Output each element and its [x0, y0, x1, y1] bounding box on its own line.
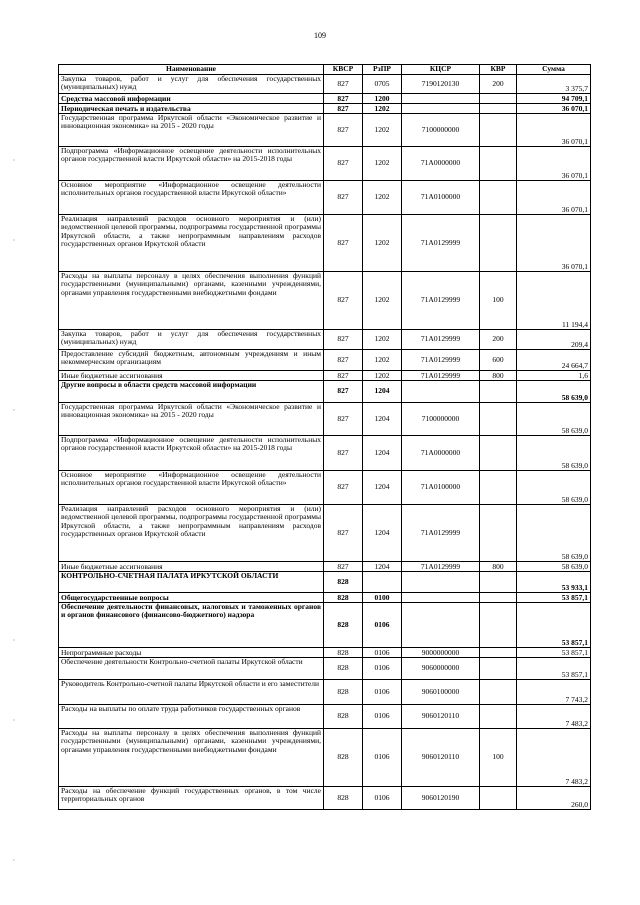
cell-sum: 53 857,1: [517, 603, 591, 648]
cell-name: Иные бюджетные ассигнования: [59, 371, 324, 381]
cell-sum: 58 639,0: [517, 436, 591, 471]
cell-sum: 58 639,0: [517, 505, 591, 562]
cell-rzpr: 1202: [363, 114, 402, 147]
cell-sum: 3 375,7: [517, 75, 591, 94]
cell-kvr: 200: [480, 330, 517, 350]
cell-kcsr: 9060120110: [402, 729, 480, 787]
cell-sum: 53 857,1: [517, 593, 591, 603]
cell-rzpr: 1204: [363, 403, 402, 436]
cell-kvsr: 827: [324, 403, 363, 436]
cell-name: Основное мероприятие «Информационное освещение деятельности исполнительных органов государственной власти Иркутской области»: [59, 471, 324, 505]
cell-sum: 1,6: [517, 371, 591, 381]
cell-rzpr: 0705: [363, 75, 402, 94]
cell-kvr: 200: [480, 75, 517, 94]
page-number: 109: [314, 31, 326, 40]
cell-kvr: 800: [480, 371, 517, 381]
cell-rzpr: 0106: [363, 729, 402, 787]
cell-kvsr: 827: [324, 94, 363, 104]
cell-kvr: 100: [480, 272, 517, 330]
cell-rzpr: 1202: [363, 215, 402, 272]
cell-kvsr: 828: [324, 593, 363, 603]
cell-rzpr: 1202: [363, 330, 402, 350]
cell-rzpr: 0106: [363, 648, 402, 658]
cell-name: Основное мероприятие «Информационное освещение деятельности исполнительных органов государственной власти Иркутской области»: [59, 181, 324, 215]
cell-name: Расходы на выплаты персоналу в целях обеспечения выполнения функций государственными (муниципальными) органами, казенными учреждениями, органами управления государственными внебюджетными фондами: [59, 729, 324, 787]
cell-rzpr: 0100: [363, 593, 402, 603]
cell-name: Расходы на выплаты персоналу в целях обеспечения выполнения функций государственными (муниципальными) органами, казенными учреждениями, органами управления государственными внебюджетными фондами: [59, 272, 324, 330]
cell-kvsr: 827: [324, 436, 363, 471]
cell-kvsr: 828: [324, 658, 363, 680]
cell-sum: 58 639,0: [517, 403, 591, 436]
cell-rzpr: 0106: [363, 603, 402, 648]
cell-name: Расходы на выплаты по оплате труда работников государственных органов: [59, 705, 324, 729]
cell-kvsr: 828: [324, 705, 363, 729]
cell-kcsr: 71А0129999: [402, 215, 480, 272]
cell-rzpr: 1204: [363, 505, 402, 562]
cell-sum: 209,4: [517, 330, 591, 350]
cell-kvsr: 827: [324, 215, 363, 272]
cell-kvsr: 827: [324, 181, 363, 215]
cell-sum: 36 070,1: [517, 215, 591, 272]
cell-kcsr: 71А0000000: [402, 147, 480, 181]
cell-kvsr: 827: [324, 350, 363, 371]
cell-sum: 36 070,1: [517, 104, 591, 114]
header-kvsr: КВСР: [324, 65, 363, 75]
cell-rzpr: 1200: [363, 94, 402, 104]
cell-rzpr: 0106: [363, 787, 402, 810]
cell-sum: 11 194,4: [517, 272, 591, 330]
cell-sum: 260,0: [517, 787, 591, 810]
header-rzpr: РзПР: [363, 65, 402, 75]
cell-kcsr: 71А0000000: [402, 436, 480, 471]
cell-sum: 24 664,7: [517, 350, 591, 371]
cell-name: Средства массовой информации: [59, 94, 324, 104]
cell-kcsr: 71А0100000: [402, 181, 480, 215]
cell-name: Подпрограмма «Информационное освещение деятельности исполнительных органов государственной власти Иркутской области» на 2015-2018 годы: [59, 147, 324, 181]
cell-kvsr: 828: [324, 648, 363, 658]
cell-kvsr: 827: [324, 381, 363, 403]
cell-rzpr: 1202: [363, 371, 402, 381]
cell-name: Государственная программа Иркутской области «Экономическое развитие и инновационная экономика» на 2015 - 2020 годы: [59, 403, 324, 436]
cell-rzpr: 1202: [363, 181, 402, 215]
cell-rzpr: 1202: [363, 350, 402, 371]
cell-sum: 36 070,1: [517, 181, 591, 215]
cell-kcsr: 71А0100000: [402, 471, 480, 505]
cell-kvsr: 827: [324, 562, 363, 572]
header-kvr: КВР: [480, 65, 517, 75]
cell-kcsr: 71А0129999: [402, 505, 480, 562]
cell-sum: 7 743,2: [517, 680, 591, 705]
header-sum: Сумма: [517, 65, 591, 75]
cell-kvsr: 827: [324, 147, 363, 181]
cell-sum: 7 483,2: [517, 705, 591, 729]
cell-name: Руководитель Контрольно-счетной палаты Иркутской области и его заместители: [59, 680, 324, 705]
cell-name: Государственная программа Иркутской области «Экономическое развитие и инновационная экономика» на 2015 - 2020 годы: [59, 114, 324, 147]
cell-kvr: 600: [480, 350, 517, 371]
cell-name: Реализация направлений расходов основного мероприятия и (или) ведомственной целевой программы, подпрограммы государственной программы Иркутской области, а также непрограммным направлениям расходов государственных органов Иркутской области: [59, 505, 324, 562]
cell-kvsr: 827: [324, 104, 363, 114]
cell-kcsr: 71А0129999: [402, 272, 480, 330]
cell-name: Периодическая печать и издательства: [59, 104, 324, 114]
cell-sum: 53 857,1: [517, 658, 591, 680]
cell-rzpr: 1202: [363, 147, 402, 181]
cell-kcsr: 7190120130: [402, 75, 480, 94]
cell-kvsr: 827: [324, 371, 363, 381]
cell-name: Подпрограмма «Информационное освещение деятельности исполнительных органов государственной власти Иркутской области» на 2015-2018 годы: [59, 436, 324, 471]
cell-rzpr: 1204: [363, 381, 402, 403]
cell-kcsr: 9060120190: [402, 787, 480, 810]
cell-kcsr: 71А0129999: [402, 350, 480, 371]
cell-kcsr: 71А0129999: [402, 371, 480, 381]
cell-kvsr: 828: [324, 603, 363, 648]
cell-kvsr: 827: [324, 272, 363, 330]
cell-name: Закупка товаров, работ и услуг для обеспечения государственных (муниципальных) нужд: [59, 330, 324, 350]
cell-sum: 94 709,1: [517, 94, 591, 104]
cell-kvsr: 827: [324, 75, 363, 94]
cell-rzpr: 0106: [363, 680, 402, 705]
cell-name: Закупка товаров, работ и услуг для обеспечения государственных (муниципальных) нужд: [59, 75, 324, 94]
cell-rzpr: 0106: [363, 705, 402, 729]
cell-rzpr: 1204: [363, 471, 402, 505]
cell-name: Реализация направлений расходов основного мероприятия и (или) ведомственной целевой программы, подпрограммы государственной программы Иркутской области, а также непрограммным направлениям расходов государственных органов Иркутской области: [59, 215, 324, 272]
cell-kvsr: 827: [324, 330, 363, 350]
cell-sum: 7 483,2: [517, 729, 591, 787]
header-name: Наименование: [59, 65, 324, 75]
cell-kcsr: 9000000000: [402, 648, 480, 658]
cell-kcsr: 7100000000: [402, 114, 480, 147]
cell-name: Другие вопросы в области средств массовой информации: [59, 381, 324, 403]
cell-rzpr: 1204: [363, 436, 402, 471]
cell-name: КОНТРОЛЬНО-СЧЕТНАЯ ПАЛАТА ИРКУТСКОЙ ОБЛАСТИ: [59, 572, 324, 593]
cell-kvsr: 828: [324, 680, 363, 705]
cell-kvsr: 828: [324, 572, 363, 593]
cell-sum: 36 070,1: [517, 147, 591, 181]
cell-kcsr: 9060100000: [402, 680, 480, 705]
cell-name: Предоставление субсидий бюджетным, автономным учреждениям и иным некоммерческим организациям: [59, 350, 324, 371]
cell-kcsr: 71А0129999: [402, 330, 480, 350]
cell-kvsr: 828: [324, 729, 363, 787]
cell-rzpr: 1202: [363, 104, 402, 114]
cell-sum: 58 639,0: [517, 471, 591, 505]
cell-name: Расходы на обеспечение функций государственных органов, в том числе территориальных органов: [59, 787, 324, 810]
cell-name: Обеспечение деятельности финансовых, налоговых и таможенных органов и органов финансового (финансово-бюджетного) надзора: [59, 603, 324, 648]
cell-sum: 58 639,0: [517, 381, 591, 403]
cell-kvsr: 827: [324, 505, 363, 562]
cell-kvsr: 827: [324, 471, 363, 505]
cell-kcsr: 9060120110: [402, 705, 480, 729]
cell-rzpr: 1202: [363, 272, 402, 330]
cell-kvsr: 827: [324, 114, 363, 147]
cell-kcsr: 7100000000: [402, 403, 480, 436]
cell-sum: 36 070,1: [517, 114, 591, 147]
cell-sum: 58 639,0: [517, 562, 591, 572]
cell-kvsr: 828: [324, 787, 363, 810]
cell-name: Непрограммные расходы: [59, 648, 324, 658]
cell-sum: 53 857,1: [517, 648, 591, 658]
cell-kcsr: 9060000000: [402, 658, 480, 680]
cell-name: Обеспечение деятельности Контрольно-счетной палаты Иркутской области: [59, 658, 324, 680]
cell-name: Общегосударственные вопросы: [59, 593, 324, 603]
cell-sum: 53 933,1: [517, 572, 591, 593]
cell-name: Иные бюджетные ассигнования: [59, 562, 324, 572]
cell-rzpr: 1204: [363, 562, 402, 572]
header-kcsr: КЦСР: [402, 65, 480, 75]
cell-kvr: 100: [480, 729, 517, 787]
cell-kcsr: 71А0129999: [402, 562, 480, 572]
cell-rzpr: 0106: [363, 658, 402, 680]
cell-kvr: 800: [480, 562, 517, 572]
